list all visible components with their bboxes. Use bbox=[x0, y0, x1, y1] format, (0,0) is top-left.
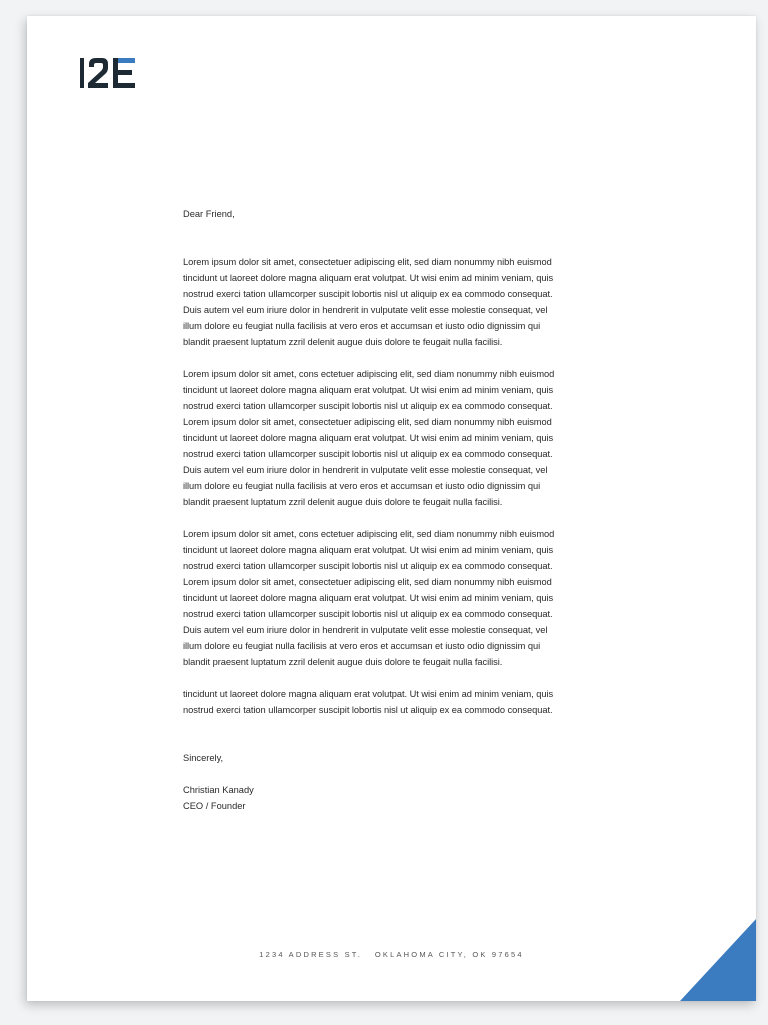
signer-name: Christian Kanady bbox=[183, 785, 254, 795]
company-logo bbox=[80, 56, 136, 90]
footer-address: 1234 ADDRESS ST. OKLAHOMA CITY, OK 97654 bbox=[259, 950, 524, 959]
corner-triangle-decoration bbox=[680, 919, 756, 1001]
paragraph-1: Lorem ipsum dolor sit amet, consectetuer adipiscing elit, sed diam nonummy nibh euismod tincidunt ut laoreet dolore magna aliquam erat volutpat. Ut wisi enim ad minim veniam, quis nostrud exerci tation ullamcorper suscipit lobortis nisl ut aliquip ex ea commodo consequat. Duis autem vel eum iriure dolor in hendrerit in vulputate velit esse molestie consequat, vel illum dolore eu feugiat nulla facilisis at vero eros et accumsan et iusto odio dignissim qui blandit praesent luptatum zzril delenit augue duis dolore te feugait nulla facilisi. bbox=[183, 257, 554, 347]
paragraph-3: Lorem ipsum dolor sit amet, cons ectetuer adipiscing elit, sed diam nonummy nibh euismod tincidunt ut laoreet dolore magna aliquam erat volutpat. Ut wisi enim ad minim veniam, quis nostrud exerci tation ullamcorper suscipit lobortis nisl ut aliquip ex ea commodo consequat. Lorem ipsum dolor sit amet, consectetuer adipiscing elit, sed diam nonummy nibh euismod tincidunt ut laoreet dolore magna aliquam erat volutpat. Ut wisi enim ad minim veniam, quis nostrud exerci tation ullamcorper suscipit lobortis nisl ut aliquip ex ea commodo consequat. Duis autem vel eum iriure dolor in hendrerit in vulputate velit esse molestie consequat, vel illum dolore eu feugiat nulla facilisis at vero eros et accumsan et iusto odio dignissim qui blandit praesent luptatum zzril delenit augue duis dolore te feugait nulla facilisi. bbox=[183, 529, 555, 667]
i2e-logo-icon bbox=[80, 56, 136, 90]
salutation: Dear Friend, bbox=[183, 209, 235, 219]
closing: Sincerely, bbox=[183, 753, 224, 763]
paragraph-4: tincidunt ut laoreet dolore magna aliquam erat volutpat. Ut wisi enim ad minim veniam, quis nostrud exerci tation ullamcorper suscipit lobortis nisl ut aliquip ex ea commodo consequat. bbox=[183, 689, 554, 715]
letter-body bbox=[183, 206, 603, 814]
paragraph-2: Lorem ipsum dolor sit amet, cons ectetuer adipiscing elit, sed diam nonummy nibh euismod tincidunt ut laoreet dolore magna aliquam erat volutpat. Ut wisi enim ad minim veniam, quis nostrud exerci tation ullamcorper suscipit lobortis nisl ut aliquip ex ea commodo consequat. Lorem ipsum dolor sit amet, consectetuer adipiscing elit, sed diam nonummy nibh euismod tincidunt ut laoreet dolore magna aliquam erat volutpat. Ut wisi enim ad minim veniam, quis nostrud exerci tation ullamcorper suscipit lobortis nisl ut aliquip ex ea commodo consequat. Duis autem vel eum iriure dolor in hendrerit in vulputate velit esse molestie consequat, vel illum dolore eu feugiat nulla facilisis at vero eros et accumsan et iusto odio dignissim qui blandit praesent luptatum zzril delenit augue duis dolore te feugait nulla facilisi. bbox=[183, 369, 555, 507]
letterhead-sheet bbox=[27, 16, 756, 1001]
signer-title: CEO / Founder bbox=[183, 801, 246, 811]
